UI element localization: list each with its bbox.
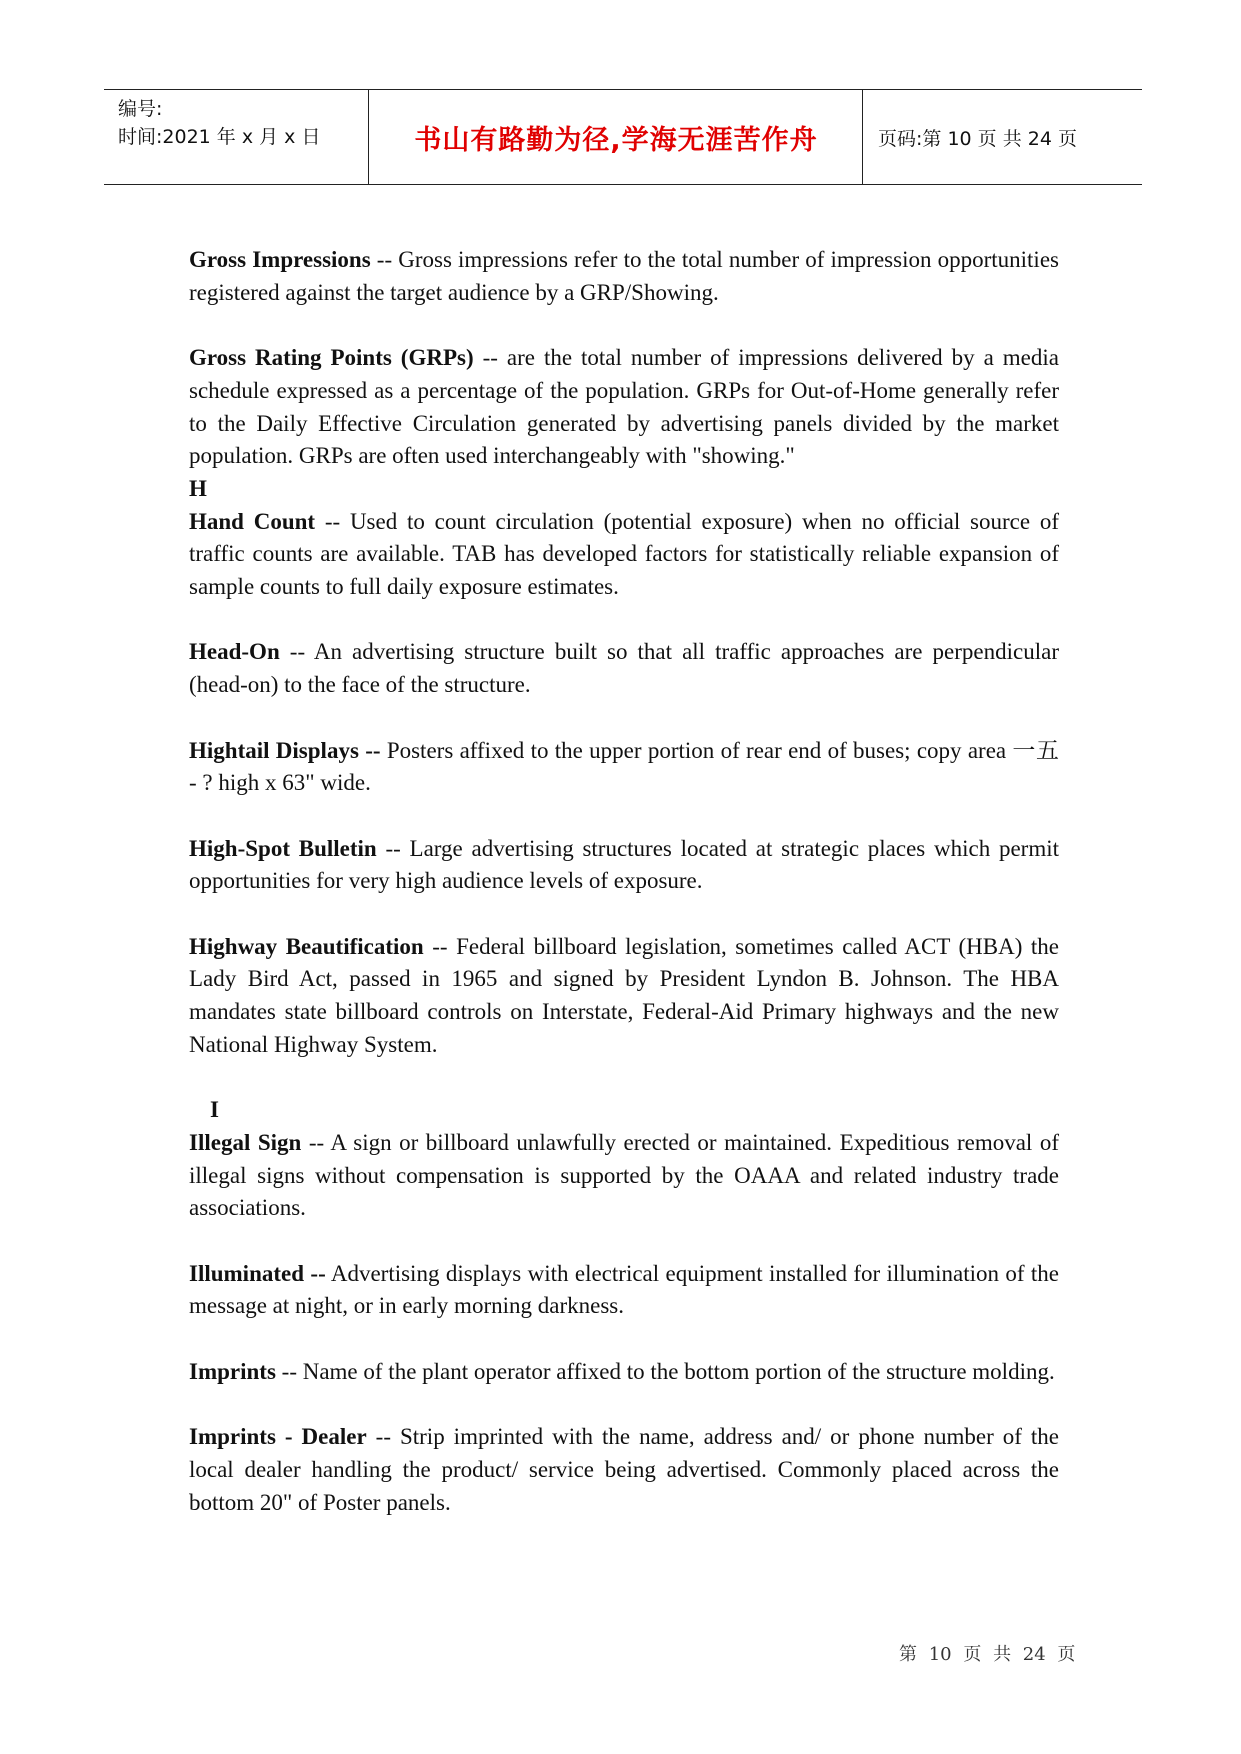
glossary-term: Hand Count <box>189 508 316 534</box>
glossary-definition: -- A sign or billboard unlawfully erected or maintained. Expeditious removal of illegal signs without compensation is supported by the OAAA and related industry trade associations. <box>189 1129 1059 1221</box>
glossary-definition: -- Gross impressions refer to the total number of impression opportunities registered against the target audience by a GRP/Showing. <box>189 247 1059 305</box>
glossary-definition: -- are the total number of impressions delivered by a media schedule expressed as a percentage of the population. GRPs for Out-of-Home generally refer to the Daily Effective Circulation generated by advertising panels divided by the market population. GRPs are often used interchangeably with "showing." <box>189 345 1059 469</box>
glossary-entry <box>189 636 1059 701</box>
glossary-term: Head-On <box>189 639 280 665</box>
glossary-entry <box>189 735 1059 800</box>
header-motto: 书山有路勤为径,学海无涯苦作舟 <box>370 90 863 184</box>
glossary-term: Hightail Displays -- <box>189 737 381 763</box>
glossary-definition: -- Large advertising structures located at strategic places which permit opportunities for very high audience levels of exposure. <box>189 835 1060 894</box>
header-page-label: 页码:第 10 页 共 24 页 <box>878 127 1077 150</box>
glossary-entry <box>189 833 1059 898</box>
glossary-entry <box>189 506 1059 604</box>
glossary-definition: -- Used to count circulation (potential exposure) when no official source of traffic counts are available. TAB has developed factors for statistically reliable expansion of sample counts to full daily exposure estimates. <box>189 508 1059 600</box>
glossary-entry <box>189 1258 1059 1323</box>
glossary-entry <box>189 244 1059 309</box>
glossary-definition: -- Federal billboard legislation, sometimes called ACT (HBA) the Lady Bird Act, passed in 1965 and signed by President Lyndon B. Johnson. The HBA mandates state billboard controls on Interstate, Federal-Aid Primary highways and the new National Highway System. <box>189 933 1060 1057</box>
header-table <box>104 89 1142 185</box>
page-footer: 第 10 页 共 24 页 <box>899 1644 1076 1665</box>
glossary-entry <box>189 1127 1059 1225</box>
glossary-definition: -- Name of the plant operator affixed to the bottom portion of the structure molding. <box>275 1358 1055 1384</box>
glossary-term: Illegal Sign <box>189 1129 302 1155</box>
section-letter: H <box>189 475 207 501</box>
glossary-entry <box>189 1356 1059 1389</box>
glossary-term: Highway Beautification <box>189 933 424 959</box>
glossary-entry <box>189 931 1059 1062</box>
section-letter: I <box>210 1097 219 1123</box>
glossary-entry <box>189 1421 1059 1519</box>
glossary-term: High-Spot Bulletin <box>189 835 377 861</box>
glossary-definition: -- Strip imprinted with the name, address and/ or phone number of the local dealer handling the product/ service being advertised. Commonly placed across the bottom 20" of Poster panels. <box>189 1424 1060 1515</box>
glossary-entry <box>189 342 1059 473</box>
header-info-cell <box>104 90 369 184</box>
glossary-term: Imprints <box>189 1358 276 1384</box>
glossary-term: Gross Impressions <box>189 247 371 272</box>
glossary-term: Imprints - Dealer <box>189 1424 367 1450</box>
glossary-body <box>189 244 1059 1519</box>
glossary-term: Illuminated -- <box>189 1260 326 1286</box>
document-number-label: 编号: <box>118 98 163 120</box>
glossary-definition: -- An advertising structure built so that all traffic approaches are perpendicular (head-on) to the face of the structure. <box>189 639 1059 698</box>
glossary-term: Gross Rating Points (GRPs) <box>189 345 474 371</box>
glossary-definition: Advertising displays with electrical equipment installed for illumination of the message at night, or in early morning darkness. <box>189 1260 1060 1319</box>
document-time-label: 时间:2021 年 x 月 x 日 <box>118 126 321 148</box>
glossary-definition: Posters affixed to the upper portion of rear end of buses; copy area 一五 - ? high x 63" wide. <box>189 737 1059 796</box>
